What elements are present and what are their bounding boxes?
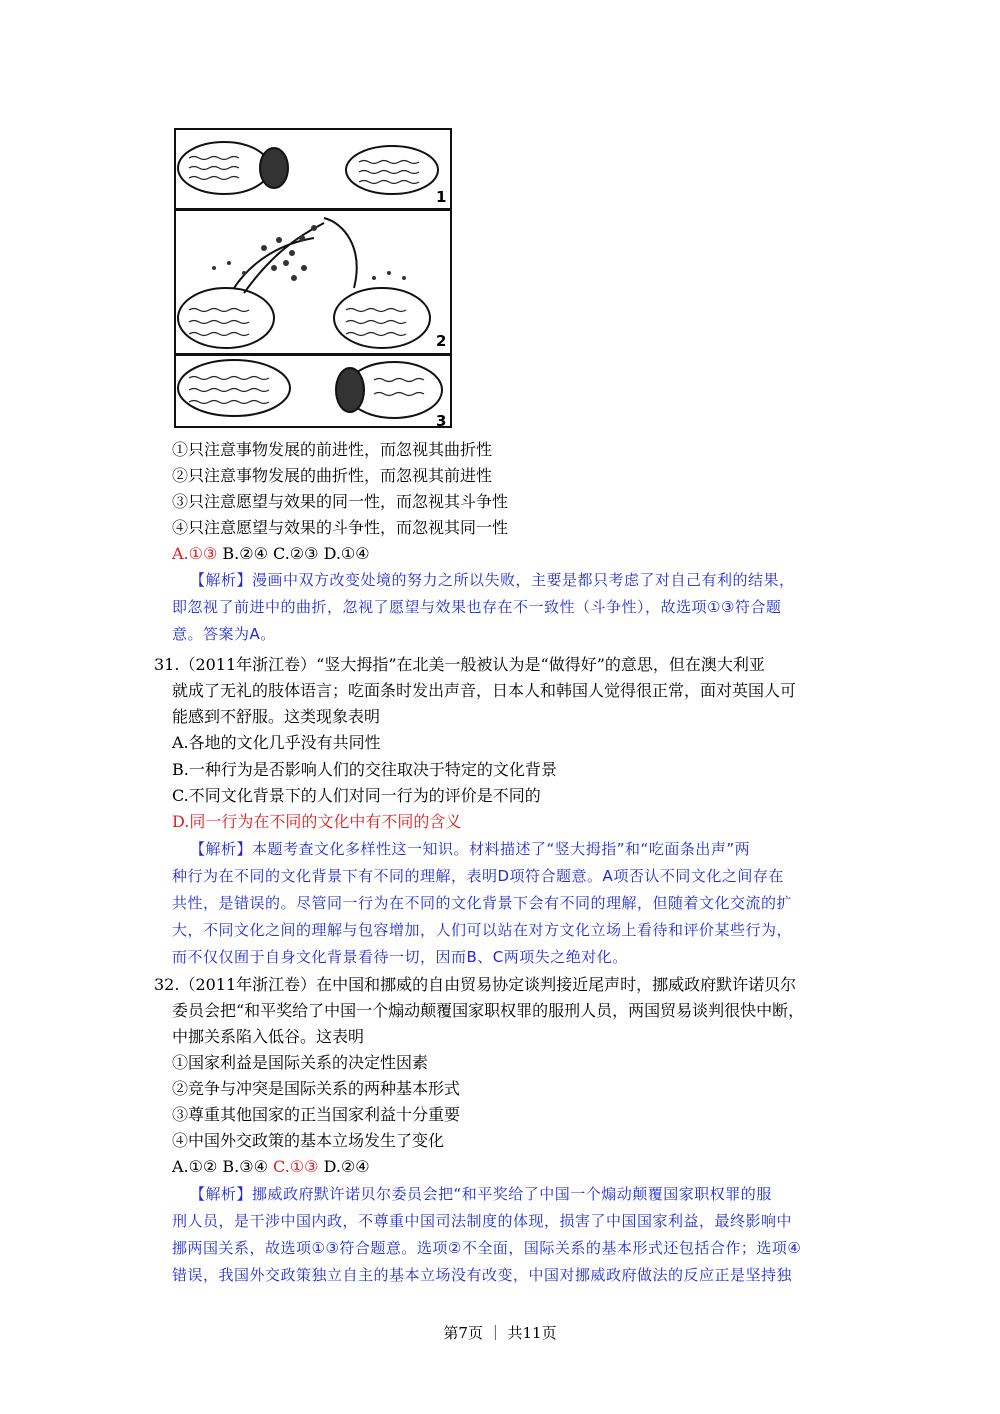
q30-other-choices: B.②④ C.②③ D.①④ xyxy=(217,544,370,563)
q32-stem-line: 32.（2011年浙江卷）在中国和挪威的自由贸易协定谈判接近尾声时，挪威政府默许诺贝尔 xyxy=(154,975,797,994)
q30-choices xyxy=(172,541,370,567)
q30-option-1: ①只注意事物发展的前进性，而忽视其曲折性 xyxy=(172,440,493,459)
q32-option-1: ①国家利益是国际关系的决定性因素 xyxy=(172,1053,429,1072)
q31-explanation-line: 共性，是错误的。尽管同一行为在不同的文化背景下会有不同的理解，但随着文化交流的扩 xyxy=(172,894,793,912)
panel-label-2: 2 xyxy=(436,332,447,350)
q32-stem-line: 中挪关系陷入低谷。这表明 xyxy=(172,1027,365,1046)
q32-option-3: ③尊重其他国家的正当国家利益十分重要 xyxy=(172,1105,461,1124)
q31-option-b: B.一种行为是否影响人们的交往取决于特定的文化背景 xyxy=(172,760,557,779)
q32-choices-ab: A.①② B.③④ xyxy=(172,1157,274,1176)
q32-explanation-line: 错误，我国外交政策独立自主的基本立场没有改变，中国对挪威政府做法的反应正是坚持独 xyxy=(172,1266,793,1284)
panel-label-3: 3 xyxy=(436,412,447,428)
q31-stem-line: 31.（2011年浙江卷）“竖大拇指”在北美一般被认为是“做得好”的意思，但在澳大利亚 xyxy=(154,655,765,674)
q32-explanation-line: 挪两国关系，故选项①③符合题意。选项②不全面，国际关系的基本形式还包括合作；选项④ xyxy=(172,1239,802,1257)
q32-explanation-line: 【解析】挪威政府默许诺贝尔委员会把“和平奖给了中国一个煽动颠覆国家职权罪的服 xyxy=(190,1185,772,1203)
q31-explanation-line: 大，不同文化之间的理解与包容增加，人们可以站在对方文化立场上看待和评价某些行为， xyxy=(172,921,793,939)
q32-choices xyxy=(172,1154,370,1180)
q31-stem-line: 能感到不舒服。这类现象表明 xyxy=(172,707,381,726)
q31-option-d-answer: D.同一行为在不同的文化中有不同的含义 xyxy=(172,812,462,831)
page-footer: 第7页 ｜ 共11页 xyxy=(443,1324,557,1342)
q32-explanation-line: 刑人员，是干涉中国内政，不尊重中国司法制度的体现，损害了中国国家利益，最终影响中 xyxy=(172,1212,793,1230)
q31-explanation-line: 而不仅仅囿于自身文化背景看待一切，因而B、C两项失之绝对化。 xyxy=(172,948,628,966)
q30-option-3: ③只注意愿望与效果的同一性，而忽视其斗争性 xyxy=(172,492,509,511)
q32-option-4: ④中国外交政策的基本立场发生了变化 xyxy=(172,1131,445,1150)
q30-option-2: ②只注意事物发展的曲折性，而忽视其前进性 xyxy=(172,466,493,485)
q32-choice-d: D.②④ xyxy=(318,1157,370,1176)
q31-option-a: A.各地的文化几乎没有共同性 xyxy=(172,733,381,752)
q31-option-c: C.不同文化背景下的人们对同一行为的评价是不同的 xyxy=(172,786,541,805)
q31-stem-line: 就成了无礼的肢体语言；吃面条时发出声音，日本人和韩国人觉得很正常，面对英国人可 xyxy=(172,681,797,700)
q30-option-4: ④只注意愿望与效果的斗争性，而忽视其同一性 xyxy=(172,518,509,537)
q32-stem-line: 委员会把“和平奖给了中国一个煽动颠覆国家职权罪的服刑人员，两国贸易谈判很快中断， xyxy=(172,1001,805,1020)
cartoon-illustration xyxy=(174,128,452,428)
q30-explanation-line: 意。答案为A。 xyxy=(172,625,276,643)
cartoon-panel-1 xyxy=(175,129,451,209)
q31-explanation-line: 【解析】本题考查文化多样性这一知识。材料描述了“竖大拇指”和“吃面条出声”两 xyxy=(190,840,751,858)
q31-explanation-line: 种行为在不同的文化背景下有不同的理解，表明D项符合题意。A项否认不同文化之间存在 xyxy=(172,867,784,885)
panel-label-1: 1 xyxy=(436,188,447,206)
q32-option-2: ②竞争与冲突是国际关系的两种基本形式 xyxy=(172,1079,461,1098)
q30-explanation-line: 【解析】漫画中双方改变处境的努力之所以失败，主要是都只考虑了对自己有利的结果， xyxy=(190,571,795,589)
q32-correct-choice: C.①③ xyxy=(273,1157,319,1176)
q30-correct-choice: A.①③ xyxy=(172,544,218,563)
q30-explanation-line: 即忽视了前进中的曲折，忽视了愿望与效果也存在不一致性（斗争性），故选项①③符合题 xyxy=(172,598,782,616)
